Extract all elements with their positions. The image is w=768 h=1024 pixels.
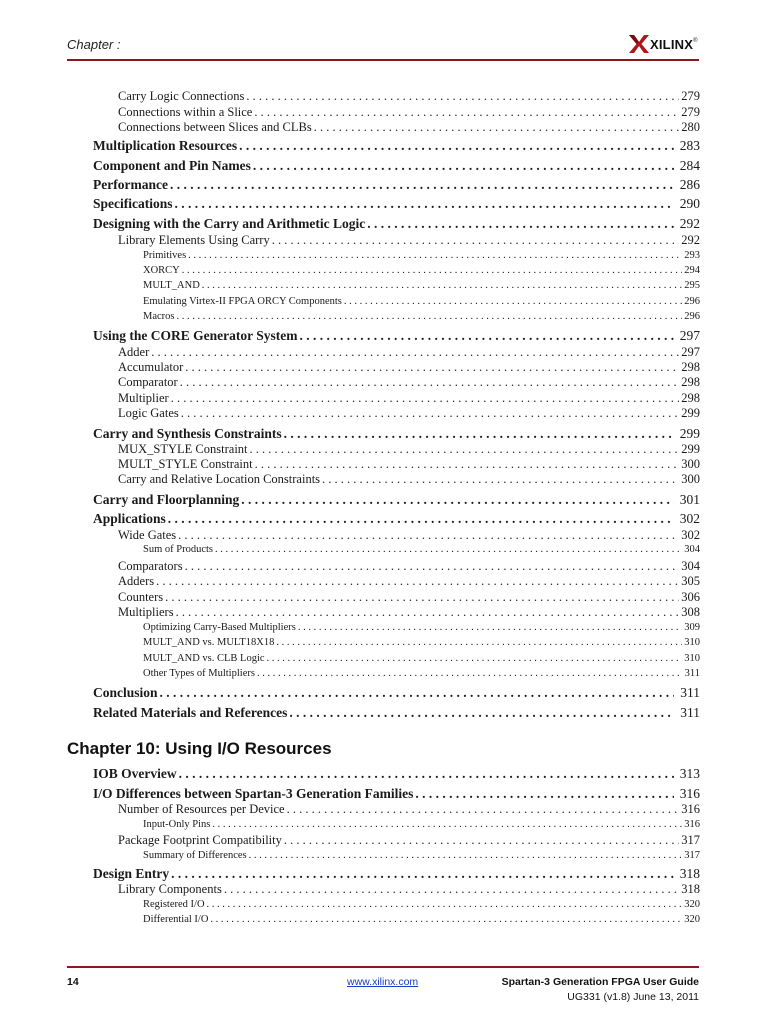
toc-entry[interactable]: Accumulator . . . 298	[118, 360, 700, 375]
toc-entry[interactable]: Multiplier . . . 298	[118, 391, 700, 406]
toc-subentry[interactable]: Optimizing Carry-Based Multipliers . . . 309	[143, 622, 700, 633]
guide-title: Spartan-3 Generation FPGA User Guide	[501, 976, 699, 988]
xilinx-x-icon	[629, 35, 649, 53]
toc-entry[interactable]: MUX_STYLE Constraint . . . 299	[118, 442, 700, 457]
brand-registered-mark: ®	[693, 38, 698, 44]
toc-subentry[interactable]: Sum of Products . . . 304	[143, 544, 700, 555]
toc-entry[interactable]: Counters . . . 306	[118, 590, 700, 605]
toc-section[interactable]: I/O Differences between Spartan-3 Generation Families . . . 316	[93, 786, 700, 802]
toc-entry[interactable]: Comparators . . . 304	[118, 559, 700, 574]
xilinx-logo	[629, 33, 698, 55]
document-version: UG331 (v1.8) June 13, 2011	[567, 991, 699, 1003]
toc-section[interactable]: Conclusion . . . 311	[93, 685, 700, 701]
toc-section[interactable]: Related Materials and References . . . 311	[93, 705, 700, 721]
toc-subentry[interactable]: Differential I/O . . . 320	[143, 914, 700, 925]
page-number: 14	[67, 976, 79, 988]
toc-section[interactable]: Multiplication Resources . . . 283	[93, 138, 700, 154]
chapter-heading: Chapter 10: Using I/O Resources	[67, 739, 332, 758]
toc-entry[interactable]: Library Elements Using Carry . . . 292	[118, 233, 700, 248]
brand-name: XILINX	[650, 36, 694, 52]
toc-entry[interactable]: Package Footprint Compatibility . . . 317	[118, 833, 700, 848]
toc-entry[interactable]: Library Components . . . 318	[118, 882, 700, 897]
toc-subentry[interactable]: MULT_AND vs. CLB Logic . . . 310	[143, 653, 700, 664]
toc-entry[interactable]: MULT_STYLE Constraint . . . 300	[118, 457, 700, 472]
toc-section[interactable]: Carry and Floorplanning . . . 301	[93, 492, 700, 508]
toc-entry[interactable]: Connections between Slices and CLBs . . . 280	[118, 120, 700, 135]
toc-subentry[interactable]: Primitives . . . 293	[143, 250, 700, 261]
toc-entry[interactable]: Adders . . . 305	[118, 574, 700, 589]
toc-entry[interactable]: Adder . . . 297	[118, 345, 700, 360]
toc-section[interactable]: Component and Pin Names . . . 284	[93, 158, 700, 174]
toc-section[interactable]: Applications . . . 302	[93, 511, 700, 527]
website-link[interactable]: www.xilinx.com	[347, 976, 419, 988]
toc-section[interactable]: Performance . . . 286	[93, 177, 700, 193]
toc-subentry[interactable]: Emulating Virtex-II FPGA ORCY Components . . . 296	[143, 296, 700, 307]
toc-entry[interactable]: Multipliers . . . 308	[118, 605, 700, 620]
toc-subentry[interactable]: Input-Only Pins . . . 316	[143, 819, 700, 830]
toc-entry[interactable]: Carry and Relative Location Constraints . . . 300	[118, 472, 700, 487]
toc-section[interactable]: Using the CORE Generator System . . . 297	[93, 328, 700, 344]
toc-subentry[interactable]: Registered I/O . . . 320	[143, 899, 700, 910]
toc-section[interactable]: Design Entry . . . 318	[93, 866, 700, 882]
toc-entry[interactable]: Connections within a Slice . . . 279	[118, 105, 700, 120]
toc-subentry[interactable]: Other Types of Multipliers . . . 311	[143, 668, 700, 679]
toc-subentry[interactable]: XORCY . . . 294	[143, 265, 700, 276]
toc-section[interactable]: Specifications . . . 290	[93, 196, 700, 212]
toc-section[interactable]: Carry and Synthesis Constraints . . . 299	[93, 426, 700, 442]
toc-entry[interactable]: Number of Resources per Device . . . 316	[118, 802, 700, 817]
header-chapter-label: Chapter :	[67, 37, 121, 52]
toc-section[interactable]: Designing with the Carry and Arithmetic Logic . . . 292	[93, 216, 700, 232]
toc-entry[interactable]: Comparator . . . 298	[118, 375, 700, 390]
toc-subentry[interactable]: Summary of Differences . . . 317	[143, 850, 700, 861]
toc-subentry[interactable]: Macros . . . 296	[143, 311, 700, 322]
toc-subentry[interactable]: MULT_AND vs. MULT18X18 . . . 310	[143, 637, 700, 648]
toc-section[interactable]: IOB Overview . . . 313	[93, 766, 700, 782]
toc-subentry[interactable]: MULT_AND . . . 295	[143, 280, 700, 291]
header-rule	[67, 59, 699, 61]
toc-entry[interactable]: Logic Gates . . . 299	[118, 406, 700, 421]
toc-entry[interactable]: Wide Gates . . . 302	[118, 528, 700, 543]
toc-entry[interactable]: Carry Logic Connections . . . 279	[118, 89, 700, 104]
footer-rule	[67, 966, 699, 968]
